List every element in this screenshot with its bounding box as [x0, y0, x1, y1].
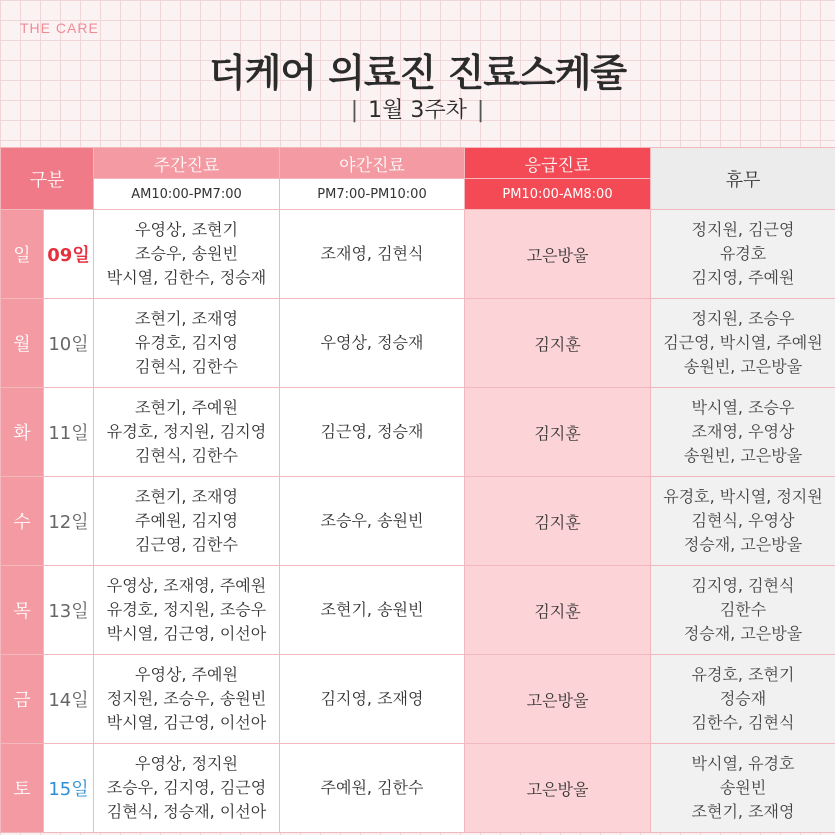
day-off-cell	[651, 477, 835, 566]
staff-line: 박시열, 조승우	[691, 398, 795, 417]
day-clinic-cell	[94, 299, 280, 388]
staff-line: 박시열, 김근영, 이선아	[106, 713, 267, 732]
staff-line: 조현기, 조재영	[691, 802, 795, 821]
staff-line: 정지원, 김근영	[691, 220, 795, 239]
staff-line: 김현식, 정승재, 이선아	[106, 802, 267, 821]
staff-line: 송원빈	[719, 778, 767, 797]
schedule-row-tue	[1, 388, 835, 477]
staff-line: 우영상, 조재영, 주예원	[106, 576, 267, 595]
day-clinic-cell	[94, 210, 280, 299]
night-clinic-cell: 조재영, 김현식	[280, 210, 465, 299]
date-cell: 09일	[44, 210, 94, 299]
staff-line: 유경호, 김지영	[135, 333, 238, 352]
day-of-week: 토	[1, 744, 44, 833]
staff-line: 김한수	[719, 600, 767, 619]
staff-line: 유경호, 정지원, 김지영	[106, 422, 267, 441]
staff-line: 우영상, 정지원	[135, 754, 238, 773]
header-night-clinic: 야간진료	[280, 148, 465, 179]
staff-line: 정승재, 고은방울	[683, 624, 803, 643]
date-cell: 12일	[44, 477, 94, 566]
staff-line: 정승재, 고은방울	[683, 535, 803, 554]
header-night-time: PM7:00-PM10:00	[280, 179, 465, 210]
schedule-table	[0, 147, 835, 833]
emergency-clinic-cell: 김지훈	[465, 299, 651, 388]
staff-line: 김현식, 김한수	[135, 357, 238, 376]
schedule-row-wed	[1, 477, 835, 566]
night-clinic-cell: 주예원, 김한수	[280, 744, 465, 833]
staff-line: 유경호, 정지원, 조승우	[106, 600, 267, 619]
header-day-clinic: 주간진료	[94, 148, 280, 179]
staff-line: 김지영, 주예원	[691, 268, 795, 287]
day-off-cell	[651, 299, 835, 388]
day-clinic-cell	[94, 477, 280, 566]
staff-line: 주예원, 김지영	[135, 511, 238, 530]
staff-line: 김한수, 김현식	[691, 713, 795, 732]
header-emergency-clinic: 응급진료	[465, 148, 651, 179]
staff-line: 조재영, 우영상	[691, 422, 795, 441]
staff-line: 송원빈, 고은방울	[683, 357, 803, 376]
schedule-row-fri	[1, 655, 835, 744]
staff-line: 조현기, 조재영	[135, 487, 238, 506]
staff-line: 유경호, 박시열, 정지원	[663, 487, 823, 506]
schedule-row-sun	[1, 210, 835, 299]
schedule-row-mon	[1, 299, 835, 388]
header-day-off: 휴무	[651, 148, 835, 210]
staff-line: 김현식, 김한수	[135, 446, 238, 465]
night-clinic-cell: 김근영, 정승재	[280, 388, 465, 477]
day-clinic-cell	[94, 655, 280, 744]
header-emergency-time: PM10:00-AM8:00	[465, 179, 651, 210]
day-clinic-cell	[94, 566, 280, 655]
emergency-clinic-cell: 고은방울	[465, 210, 651, 299]
date-cell: 13일	[44, 566, 94, 655]
staff-line: 김근영, 박시열, 주예원	[663, 333, 823, 352]
staff-line: 유경호	[719, 244, 767, 263]
staff-line: 조현기, 주예원	[135, 398, 238, 417]
staff-line: 조현기, 조재영	[135, 309, 238, 328]
schedule-row-thu	[1, 566, 835, 655]
day-clinic-cell	[94, 388, 280, 477]
night-clinic-cell: 우영상, 정승재	[280, 299, 465, 388]
date-cell: 11일	[44, 388, 94, 477]
day-of-week: 화	[1, 388, 44, 477]
emergency-clinic-cell: 고은방울	[465, 655, 651, 744]
emergency-clinic-cell: 고은방울	[465, 744, 651, 833]
staff-line: 조승우, 김지영, 김근영	[106, 778, 267, 797]
day-of-week: 금	[1, 655, 44, 744]
staff-line: 박시열, 김근영, 이선아	[106, 624, 267, 643]
staff-line: 정지원, 조승우	[691, 309, 795, 328]
day-off-cell	[651, 655, 835, 744]
staff-line: 정지원, 조승우, 송원빈	[106, 689, 267, 708]
emergency-clinic-cell: 김지훈	[465, 566, 651, 655]
staff-line: 우영상, 주예원	[135, 665, 238, 684]
night-clinic-cell: 조현기, 송원빈	[280, 566, 465, 655]
night-clinic-cell: 조승우, 송원빈	[280, 477, 465, 566]
subtitle-right-bar: |	[476, 98, 485, 123]
night-clinic-cell: 김지영, 조재영	[280, 655, 465, 744]
header-gubun: 구분	[1, 148, 94, 210]
page-subtitle	[0, 93, 835, 124]
staff-line: 김근영, 김한수	[135, 535, 238, 554]
day-off-cell	[651, 566, 835, 655]
header-day-time: AM10:00-PM7:00	[94, 179, 280, 210]
emergency-clinic-cell: 김지훈	[465, 477, 651, 566]
staff-line: 우영상, 조현기	[135, 220, 238, 239]
subtitle-left-bar: |	[350, 98, 359, 123]
staff-line: 조승우, 송원빈	[135, 244, 238, 263]
day-off-cell	[651, 388, 835, 477]
brand-logo-text: THE CARE	[20, 20, 99, 36]
staff-line: 송원빈, 고은방울	[683, 446, 803, 465]
staff-line: 박시열, 김한수, 정승재	[106, 268, 267, 287]
day-off-cell	[651, 744, 835, 833]
emergency-clinic-cell: 김지훈	[465, 388, 651, 477]
date-cell: 15일	[44, 744, 94, 833]
day-of-week: 수	[1, 477, 44, 566]
date-cell: 10일	[44, 299, 94, 388]
schedule-row-sat	[1, 744, 835, 833]
week-label: 1월 3주차	[368, 98, 467, 123]
day-of-week: 월	[1, 299, 44, 388]
staff-line: 정승재	[719, 689, 767, 708]
day-of-week: 목	[1, 566, 44, 655]
page-title: 더케어 의료진 진료스케줄	[208, 51, 627, 95]
day-off-cell	[651, 210, 835, 299]
staff-line: 유경호, 조현기	[691, 665, 795, 684]
date-cell: 14일	[44, 655, 94, 744]
staff-line: 김지영, 김현식	[691, 576, 795, 595]
staff-line: 김현식, 우영상	[691, 511, 795, 530]
day-clinic-cell	[94, 744, 280, 833]
day-of-week: 일	[1, 210, 44, 299]
staff-line: 박시열, 유경호	[691, 754, 795, 773]
